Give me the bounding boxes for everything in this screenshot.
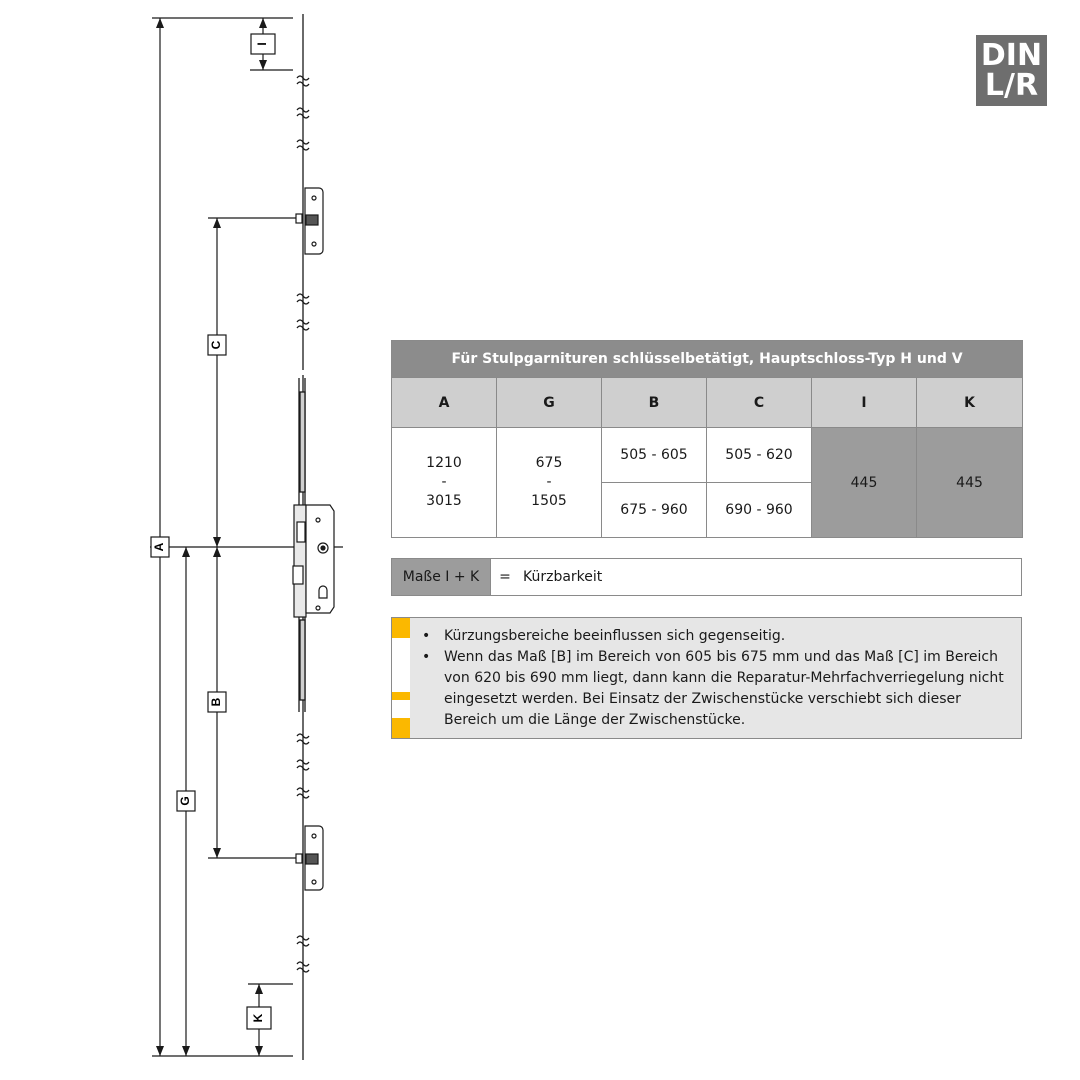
header-b: B	[602, 378, 707, 428]
badge-line-2: L/R	[984, 67, 1039, 103]
dimension-table	[391, 340, 1023, 538]
svg-text:B: B	[209, 697, 224, 707]
main-lock-case	[293, 505, 334, 617]
note-item-2: • Wenn das Maß [B] im Bereich von 605 bis 675 mm und das Maß [C] im Bereich von 620 bis 690 mm liegt, dann kann die Reparatur-Mehrfachverriegelung nicht eingesetzt werden. Bei Einsatz der Zwischenstücke verschiebt sich dieser Bereich um die Länge der Zwischenstücke.	[444, 647, 1009, 731]
badge-line-1: DIN	[980, 37, 1043, 73]
header-g: G	[497, 378, 602, 428]
svg-text:K: K	[251, 1013, 266, 1023]
warning-stripe	[392, 618, 410, 738]
svg-text:A: A	[152, 542, 167, 552]
legend-value: Kürzbarkeit	[523, 569, 603, 585]
a-min: 1210	[426, 455, 462, 471]
g-max: 1505	[531, 493, 567, 509]
cell-g-range	[497, 428, 602, 538]
header-i: I	[812, 378, 917, 428]
cell-b-row2: 675 - 960	[602, 483, 707, 538]
header-a: A	[392, 378, 497, 428]
g-sep: -	[546, 474, 552, 490]
dim-label-G	[177, 791, 195, 811]
dim-label-K	[247, 1007, 271, 1029]
svg-text:G: G	[178, 796, 193, 806]
exclamation-icon	[392, 638, 410, 718]
cell-b-row1: 505 - 605	[602, 428, 707, 483]
cell-a-range	[392, 428, 497, 538]
legend-box	[391, 558, 1022, 596]
cell-k-value: 445	[917, 428, 1023, 538]
upper-locking-point	[296, 188, 323, 254]
cell-c-row1: 505 - 620	[707, 428, 812, 483]
svg-text:I: I	[255, 42, 270, 46]
g-min: 675	[535, 455, 563, 471]
table-title: Für Stulpgarnituren schlüsselbetätigt, Hauptschloss-Typ H und V	[392, 341, 1023, 378]
dim-label-C	[208, 335, 226, 355]
dim-label-B	[208, 692, 226, 712]
legend-key: Maße I + K	[392, 559, 491, 595]
note-list	[410, 618, 1021, 738]
dim-label-A	[151, 537, 169, 557]
dim-label-I	[251, 34, 275, 54]
header-c: C	[707, 378, 812, 428]
warning-note	[391, 617, 1022, 739]
lower-locking-point	[296, 826, 323, 890]
a-sep: -	[441, 474, 447, 490]
header-k: K	[917, 378, 1023, 428]
cell-c-row2: 690 - 960	[707, 483, 812, 538]
din-lr-badge	[976, 35, 1047, 106]
note-item-1: • Kürzungsbereiche beeinflussen sich gegenseitig.	[444, 626, 1009, 647]
cell-i-value: 445	[812, 428, 917, 538]
svg-text:C: C	[209, 340, 224, 350]
a-max: 3015	[426, 493, 462, 509]
legend-equals: =	[499, 569, 511, 585]
